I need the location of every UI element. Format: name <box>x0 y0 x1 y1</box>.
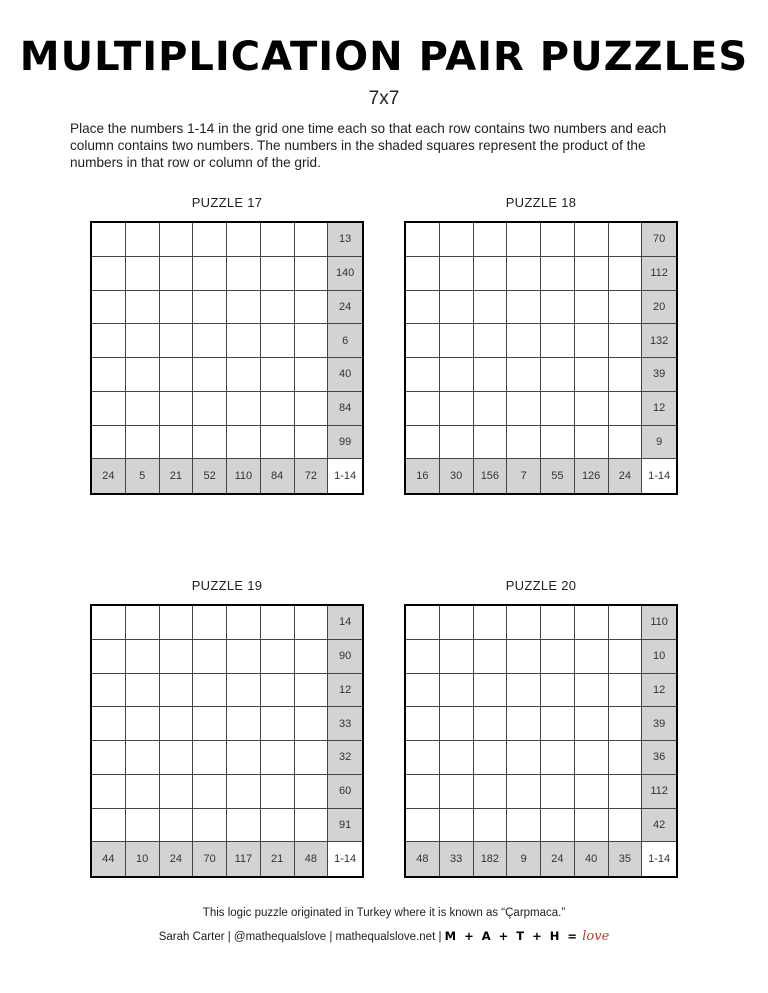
answer-cell[interactable] <box>261 223 295 257</box>
answer-cell[interactable] <box>193 775 227 809</box>
column-product-cell: 21 <box>261 842 295 876</box>
column-product-cell: 70 <box>193 842 227 876</box>
row-product-cell: 10 <box>642 640 676 674</box>
answer-cell[interactable] <box>575 257 609 291</box>
answer-cell[interactable] <box>193 223 227 257</box>
row-product-cell: 24 <box>328 291 362 325</box>
column-product-cell: 24 <box>609 459 643 493</box>
answer-cell[interactable] <box>406 257 440 291</box>
answer-cell[interactable] <box>126 426 160 460</box>
answer-cell[interactable] <box>261 707 295 741</box>
row-product-cell: 39 <box>642 358 676 392</box>
answer-cell[interactable] <box>406 358 440 392</box>
column-product-cell: 72 <box>295 459 329 493</box>
credits-text: Sarah Carter | @mathequalslove | mathequalslove.net | <box>158 931 442 943</box>
answer-cell[interactable] <box>507 809 541 843</box>
answer-cell[interactable] <box>609 606 643 640</box>
brand-love-text: love <box>582 929 610 944</box>
puzzle-grid <box>90 221 364 495</box>
answer-cell[interactable] <box>609 358 643 392</box>
row-product-cell: 12 <box>642 674 676 708</box>
answer-cell[interactable] <box>227 426 261 460</box>
answer-cell[interactable] <box>126 674 160 708</box>
column-product-cell: 156 <box>474 459 508 493</box>
answer-cell[interactable] <box>295 257 329 291</box>
answer-cell[interactable] <box>575 392 609 426</box>
answer-cell[interactable] <box>474 775 508 809</box>
answer-cell[interactable] <box>92 809 126 843</box>
answer-cell[interactable] <box>609 426 643 460</box>
answer-cell[interactable] <box>295 358 329 392</box>
answer-cell[interactable] <box>440 640 474 674</box>
answer-cell[interactable] <box>541 257 575 291</box>
answer-cell[interactable] <box>227 741 261 775</box>
answer-cell[interactable] <box>92 291 126 325</box>
answer-cell[interactable] <box>92 392 126 426</box>
answer-cell[interactable] <box>227 392 261 426</box>
answer-cell[interactable] <box>227 358 261 392</box>
answer-cell[interactable] <box>92 358 126 392</box>
answer-cell[interactable] <box>193 392 227 426</box>
answer-cell[interactable] <box>541 223 575 257</box>
answer-cell[interactable] <box>474 606 508 640</box>
column-product-cell: 10 <box>126 842 160 876</box>
column-product-cell: 9 <box>507 842 541 876</box>
column-product-cell: 24 <box>160 842 194 876</box>
row-product-cell: 99 <box>328 426 362 460</box>
answer-cell[interactable] <box>541 674 575 708</box>
answer-cell[interactable] <box>261 392 295 426</box>
answer-cell[interactable] <box>295 809 329 843</box>
answer-cell[interactable] <box>126 257 160 291</box>
row-product-cell: 70 <box>642 223 676 257</box>
column-product-cell: 7 <box>507 459 541 493</box>
column-product-cell: 5 <box>126 459 160 493</box>
answer-cell[interactable] <box>227 257 261 291</box>
column-product-cell: 35 <box>609 842 643 876</box>
answer-cell[interactable] <box>440 358 474 392</box>
answer-cell[interactable] <box>609 257 643 291</box>
answer-cell[interactable] <box>160 809 194 843</box>
answer-cell[interactable] <box>295 707 329 741</box>
answer-cell[interactable] <box>160 426 194 460</box>
answer-cell[interactable] <box>474 291 508 325</box>
brand-logo-text: M + A + T + H = <box>444 929 580 943</box>
answer-cell[interactable] <box>474 674 508 708</box>
answer-cell[interactable] <box>541 809 575 843</box>
answer-cell[interactable] <box>92 640 126 674</box>
answer-cell[interactable] <box>227 707 261 741</box>
row-product-cell: 84 <box>328 392 362 426</box>
answer-cell[interactable] <box>193 291 227 325</box>
answer-cell[interactable] <box>406 640 440 674</box>
answer-cell[interactable] <box>541 291 575 325</box>
answer-cell[interactable] <box>160 741 194 775</box>
answer-cell[interactable] <box>406 606 440 640</box>
grid-size-subtitle: 7x7 <box>368 88 400 109</box>
answer-cell[interactable] <box>92 426 126 460</box>
answer-cell[interactable] <box>126 640 160 674</box>
answer-cell[interactable] <box>507 640 541 674</box>
answer-cell[interactable] <box>261 741 295 775</box>
row-product-cell: 112 <box>642 775 676 809</box>
answer-cell[interactable] <box>507 674 541 708</box>
answer-cell[interactable] <box>541 324 575 358</box>
page-title: MULTIPLICATION PAIR PUZZLES <box>19 34 749 80</box>
row-product-cell: 14 <box>328 606 362 640</box>
column-product-cell: 126 <box>575 459 609 493</box>
answer-cell[interactable] <box>575 741 609 775</box>
answer-cell[interactable] <box>193 707 227 741</box>
column-product-cell: 117 <box>227 842 261 876</box>
row-product-cell: 112 <box>642 257 676 291</box>
answer-cell[interactable] <box>541 741 575 775</box>
column-product-cell: 84 <box>261 459 295 493</box>
answer-cell[interactable] <box>575 606 609 640</box>
answer-cell[interactable] <box>160 775 194 809</box>
answer-cell[interactable] <box>227 291 261 325</box>
answer-cell[interactable] <box>609 741 643 775</box>
answer-cell[interactable] <box>575 324 609 358</box>
row-product-cell: 39 <box>642 707 676 741</box>
answer-cell[interactable] <box>160 358 194 392</box>
answer-cell[interactable] <box>227 640 261 674</box>
answer-cell[interactable] <box>227 775 261 809</box>
answer-cell[interactable] <box>193 257 227 291</box>
answer-cell[interactable] <box>126 606 160 640</box>
answer-cell[interactable] <box>541 707 575 741</box>
answer-cell[interactable] <box>261 358 295 392</box>
answer-cell[interactable] <box>295 640 329 674</box>
answer-cell[interactable] <box>541 606 575 640</box>
answer-cell[interactable] <box>575 809 609 843</box>
answer-cell[interactable] <box>92 741 126 775</box>
answer-cell[interactable] <box>126 223 160 257</box>
answer-cell[interactable] <box>406 674 440 708</box>
column-product-cell: 48 <box>295 842 329 876</box>
answer-cell[interactable] <box>541 358 575 392</box>
answer-cell[interactable] <box>474 257 508 291</box>
answer-cell[interactable] <box>92 775 126 809</box>
answer-cell[interactable] <box>609 640 643 674</box>
puzzle-grid <box>404 604 678 878</box>
row-product-cell: 32 <box>328 741 362 775</box>
answer-cell[interactable] <box>193 741 227 775</box>
answer-cell[interactable] <box>126 324 160 358</box>
column-product-cell: 182 <box>474 842 508 876</box>
answer-cell[interactable] <box>261 257 295 291</box>
answer-cell[interactable] <box>474 324 508 358</box>
answer-cell[interactable] <box>541 640 575 674</box>
answer-cell[interactable] <box>609 674 643 708</box>
puzzle-title: PUZZLE 17 <box>191 195 263 210</box>
answer-cell[interactable] <box>160 291 194 325</box>
column-product-cell: 48 <box>406 842 440 876</box>
answer-cell[interactable] <box>575 223 609 257</box>
answer-cell[interactable] <box>440 257 474 291</box>
answer-cell[interactable] <box>261 640 295 674</box>
answer-cell[interactable] <box>440 606 474 640</box>
puzzle-title: PUZZLE 20 <box>505 578 577 593</box>
answer-cell[interactable] <box>261 674 295 708</box>
column-product-cell: 24 <box>541 842 575 876</box>
answer-cell[interactable] <box>474 223 508 257</box>
answer-cell[interactable] <box>261 324 295 358</box>
answer-cell[interactable] <box>609 707 643 741</box>
answer-cell[interactable] <box>92 674 126 708</box>
answer-cell[interactable] <box>227 324 261 358</box>
answer-cell[interactable] <box>507 426 541 460</box>
answer-cell[interactable] <box>440 775 474 809</box>
row-product-cell: 9 <box>642 426 676 460</box>
answer-cell[interactable] <box>541 426 575 460</box>
answer-cell[interactable] <box>160 707 194 741</box>
answer-cell[interactable] <box>193 674 227 708</box>
answer-cell[interactable] <box>261 426 295 460</box>
answer-cell[interactable] <box>609 324 643 358</box>
answer-cell[interactable] <box>440 707 474 741</box>
answer-cell[interactable] <box>507 358 541 392</box>
row-product-cell: 42 <box>642 809 676 843</box>
answer-cell[interactable] <box>227 223 261 257</box>
answer-cell[interactable] <box>440 223 474 257</box>
answer-cell[interactable] <box>295 674 329 708</box>
answer-cell[interactable] <box>406 392 440 426</box>
answer-cell[interactable] <box>160 223 194 257</box>
column-product-cell: 24 <box>92 459 126 493</box>
answer-cell[interactable] <box>295 606 329 640</box>
row-product-cell: 140 <box>328 257 362 291</box>
answer-cell[interactable] <box>440 291 474 325</box>
answer-cell[interactable] <box>440 324 474 358</box>
answer-cell[interactable] <box>507 606 541 640</box>
answer-cell[interactable] <box>609 392 643 426</box>
answer-cell[interactable] <box>160 640 194 674</box>
origin-note: This logic puzzle originated in Turkey where it is known as “Çarpmaca.” <box>202 907 566 919</box>
instructions-text: Place the numbers 1-14 in the grid one time each so that each row contains two numbers and each column contains two numbers. The numbers in the shaded squares represent the product of the numbers in that row or column of the grid. <box>70 121 667 170</box>
answer-cell[interactable] <box>474 392 508 426</box>
column-product-cell: 33 <box>440 842 474 876</box>
answer-cell[interactable] <box>193 426 227 460</box>
answer-cell[interactable] <box>507 257 541 291</box>
answer-cell[interactable] <box>193 640 227 674</box>
answer-cell[interactable] <box>160 392 194 426</box>
answer-cell[interactable] <box>92 324 126 358</box>
answer-cell[interactable] <box>406 223 440 257</box>
answer-cell[interactable] <box>507 741 541 775</box>
answer-cell[interactable] <box>440 392 474 426</box>
answer-cell[interactable] <box>92 223 126 257</box>
column-product-cell: 16 <box>406 459 440 493</box>
answer-cell[interactable] <box>575 358 609 392</box>
row-product-cell: 6 <box>328 324 362 358</box>
answer-cell[interactable] <box>126 358 160 392</box>
answer-cell[interactable] <box>227 674 261 708</box>
answer-cell[interactable] <box>193 358 227 392</box>
answer-cell[interactable] <box>406 291 440 325</box>
answer-cell[interactable] <box>406 426 440 460</box>
answer-cell[interactable] <box>474 358 508 392</box>
answer-cell[interactable] <box>261 809 295 843</box>
answer-cell[interactable] <box>474 426 508 460</box>
column-product-cell: 55 <box>541 459 575 493</box>
answer-cell[interactable] <box>440 809 474 843</box>
answer-cell[interactable] <box>474 640 508 674</box>
answer-cell[interactable] <box>406 809 440 843</box>
answer-cell[interactable] <box>295 392 329 426</box>
answer-cell[interactable] <box>507 324 541 358</box>
row-product-cell: 36 <box>642 741 676 775</box>
answer-cell[interactable] <box>406 741 440 775</box>
answer-cell[interactable] <box>261 775 295 809</box>
answer-cell[interactable] <box>440 674 474 708</box>
number-range-cell: 1-14 <box>328 842 362 876</box>
number-range-cell: 1-14 <box>328 459 362 493</box>
row-product-cell: 20 <box>642 291 676 325</box>
answer-cell[interactable] <box>295 324 329 358</box>
column-product-cell: 110 <box>227 459 261 493</box>
answer-cell[interactable] <box>575 640 609 674</box>
row-product-cell: 91 <box>328 809 362 843</box>
row-product-cell: 110 <box>642 606 676 640</box>
answer-cell[interactable] <box>507 707 541 741</box>
answer-cell[interactable] <box>126 291 160 325</box>
number-range-cell: 1-14 <box>642 842 676 876</box>
answer-cell[interactable] <box>609 775 643 809</box>
number-range-cell: 1-14 <box>642 459 676 493</box>
answer-cell[interactable] <box>575 674 609 708</box>
row-product-cell: 40 <box>328 358 362 392</box>
puzzle-grid <box>404 221 678 495</box>
row-product-cell: 12 <box>328 674 362 708</box>
answer-cell[interactable] <box>575 707 609 741</box>
row-product-cell: 90 <box>328 640 362 674</box>
answer-cell[interactable] <box>126 809 160 843</box>
row-product-cell: 132 <box>642 324 676 358</box>
answer-cell[interactable] <box>474 707 508 741</box>
column-product-cell: 52 <box>193 459 227 493</box>
answer-cell[interactable] <box>474 741 508 775</box>
row-product-cell: 13 <box>328 223 362 257</box>
answer-cell[interactable] <box>92 606 126 640</box>
column-product-cell: 21 <box>160 459 194 493</box>
answer-cell[interactable] <box>160 257 194 291</box>
answer-cell[interactable] <box>295 223 329 257</box>
answer-cell[interactable] <box>227 809 261 843</box>
answer-cell[interactable] <box>295 291 329 325</box>
answer-cell[interactable] <box>261 606 295 640</box>
answer-cell[interactable] <box>507 223 541 257</box>
answer-cell[interactable] <box>126 392 160 426</box>
answer-cell[interactable] <box>609 809 643 843</box>
answer-cell[interactable] <box>193 324 227 358</box>
puzzle-grid <box>90 604 364 878</box>
answer-cell[interactable] <box>507 775 541 809</box>
answer-cell[interactable] <box>160 674 194 708</box>
answer-cell[interactable] <box>193 606 227 640</box>
answer-cell[interactable] <box>261 291 295 325</box>
answer-cell[interactable] <box>575 291 609 325</box>
answer-cell[interactable] <box>541 775 575 809</box>
answer-cell[interactable] <box>160 606 194 640</box>
answer-cell[interactable] <box>227 606 261 640</box>
answer-cell[interactable] <box>507 392 541 426</box>
row-product-cell: 60 <box>328 775 362 809</box>
puzzle-title: PUZZLE 18 <box>505 195 577 210</box>
answer-cell[interactable] <box>406 324 440 358</box>
row-product-cell: 12 <box>642 392 676 426</box>
answer-cell[interactable] <box>507 291 541 325</box>
answer-cell[interactable] <box>440 741 474 775</box>
answer-cell[interactable] <box>474 809 508 843</box>
column-product-cell: 44 <box>92 842 126 876</box>
credits-line <box>0 929 768 944</box>
answer-cell[interactable] <box>609 223 643 257</box>
answer-cell[interactable] <box>440 426 474 460</box>
puzzle-title: PUZZLE 19 <box>191 578 263 593</box>
row-product-cell: 33 <box>328 707 362 741</box>
answer-cell[interactable] <box>193 809 227 843</box>
answer-cell[interactable] <box>406 707 440 741</box>
answer-cell[interactable] <box>92 257 126 291</box>
answer-cell[interactable] <box>575 775 609 809</box>
answer-cell[interactable] <box>126 707 160 741</box>
answer-cell[interactable] <box>126 741 160 775</box>
answer-cell[interactable] <box>92 707 126 741</box>
answer-cell[interactable] <box>406 775 440 809</box>
answer-cell[interactable] <box>160 324 194 358</box>
answer-cell[interactable] <box>575 426 609 460</box>
answer-cell[interactable] <box>295 741 329 775</box>
column-product-cell: 30 <box>440 459 474 493</box>
column-product-cell: 40 <box>575 842 609 876</box>
answer-cell[interactable] <box>126 775 160 809</box>
answer-cell[interactable] <box>541 392 575 426</box>
answer-cell[interactable] <box>295 775 329 809</box>
answer-cell[interactable] <box>609 291 643 325</box>
answer-cell[interactable] <box>295 426 329 460</box>
